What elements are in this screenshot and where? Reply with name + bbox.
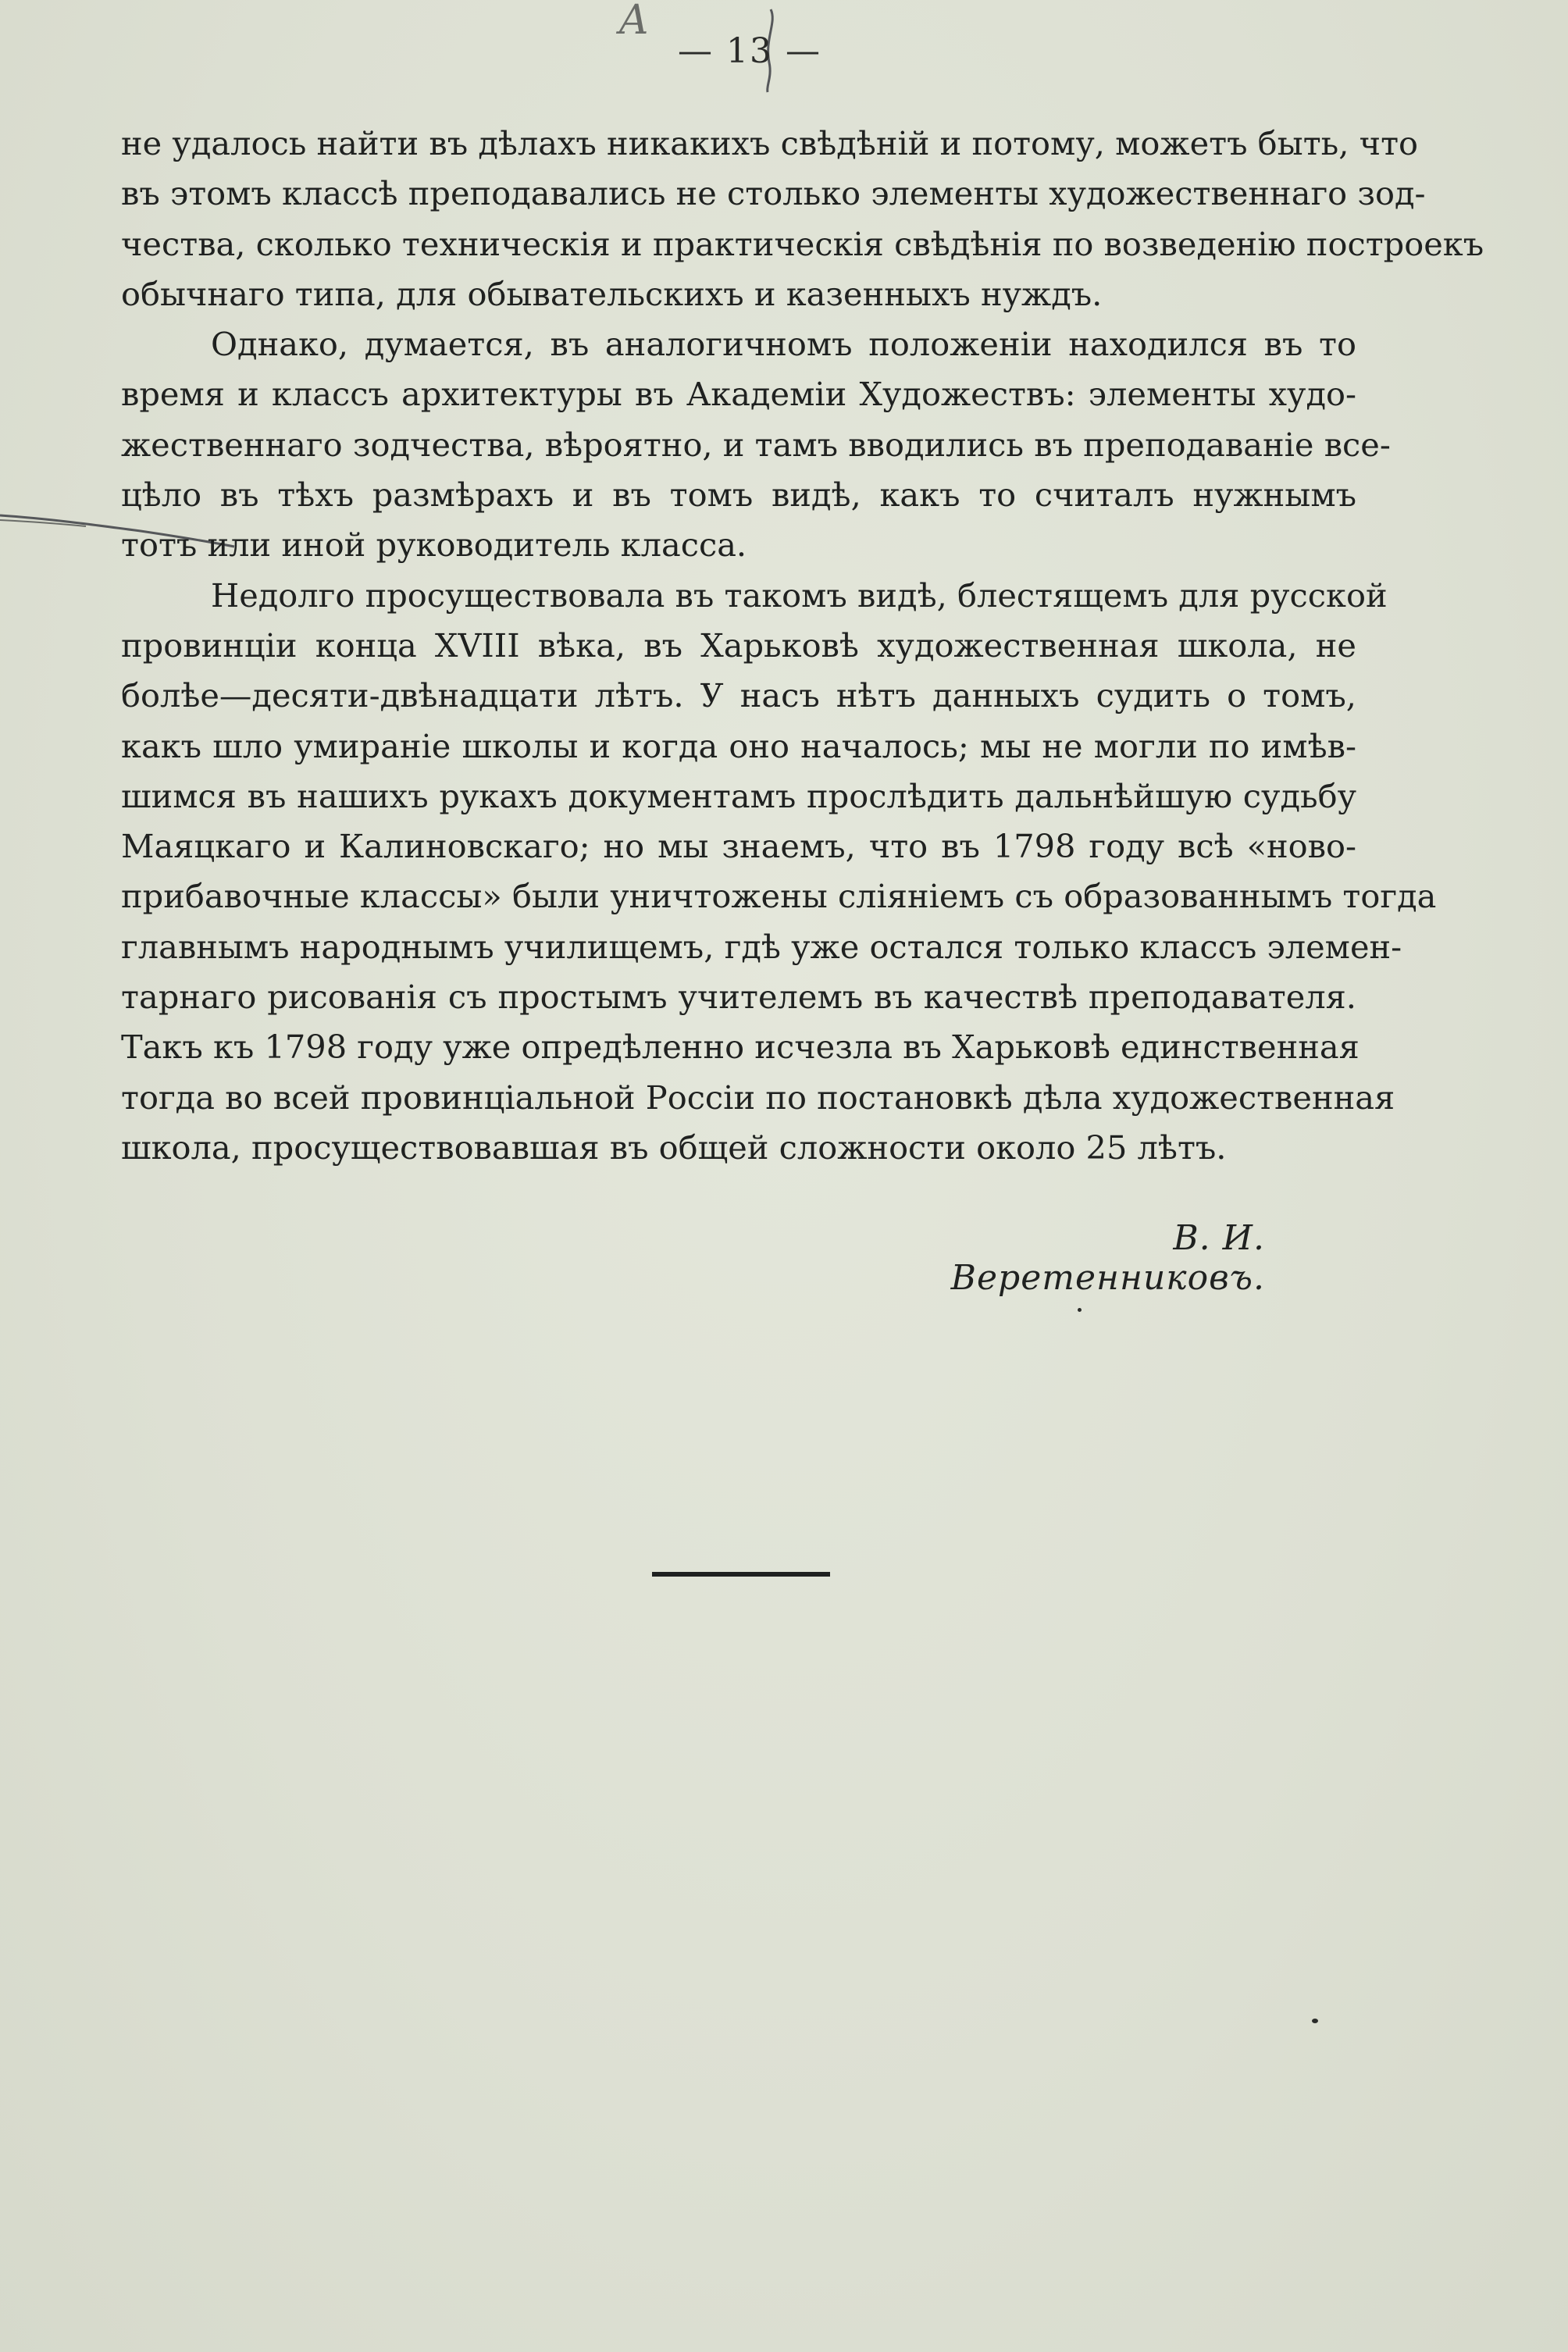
text-line: время и классъ архитектуры въ Академіи Художествъ: элементы худо- xyxy=(121,375,1356,414)
print-speck xyxy=(1312,2019,1318,2023)
text-line: обычнаго типа, для обывательскихъ и казенныхъ нуждъ. xyxy=(121,274,1103,313)
text-line: чества, сколько техническія и практическія свѣдѣнія по возведенію построекъ xyxy=(121,224,1484,263)
end-rule-divider xyxy=(652,1572,830,1577)
text-line: въ этомъ классѣ преподавались не столько элементы художественнаго зод- xyxy=(121,174,1426,213)
text-line: не удалось найти въ дѣлахъ никакихъ свѣдѣній и потому, можетъ быть, что xyxy=(121,124,1419,162)
text-line: Маяцкаго и Калиновскаго; но мы знаемъ, что въ 1798 году всѣ «ново- xyxy=(121,827,1356,866)
print-speck xyxy=(1078,1308,1082,1312)
author-signature: В. И. Веретенниковъ. xyxy=(950,1218,1265,1298)
text-line: какъ шло умираніе школы и когда оно началось; мы не могли по имѣв- xyxy=(121,726,1356,765)
body-text xyxy=(121,119,1484,1173)
text-line: тарнаго рисованія съ простымъ учителемъ въ качествѣ преподавателя. xyxy=(121,978,1356,1017)
pencil-annotation: А xyxy=(618,0,650,44)
page-number: — 13 — xyxy=(678,31,821,71)
text-line: прибавочные классы» были уничтожены сліяніемъ съ образованнымъ тогда xyxy=(121,877,1437,916)
text-line: Такъ къ 1798 году уже опредѣленно исчезла въ Харьковѣ единственная xyxy=(121,1028,1360,1067)
text-line: шимся въ нашихъ рукахъ документамъ прослѣдить дальнѣйшую судьбу xyxy=(121,776,1356,815)
text-line: тогда во всей провинціальной Россіи по постановкѣ дѣла художественная xyxy=(121,1078,1395,1117)
text-line: Однако, думается, въ аналогичномъ положеніи находился въ то xyxy=(211,325,1356,364)
text-line: цѣло въ тѣхъ размѣрахъ и въ томъ видѣ, какъ то считалъ нужнымъ xyxy=(121,476,1356,515)
text-line: провинціи конца XVIII вѣка, въ Харьковѣ художественная школа, не xyxy=(121,625,1356,665)
text-line: Недолго просуществовала въ такомъ видѣ, блестящемъ для русской xyxy=(211,576,1388,615)
text-line: болѣе—десяти-двѣнадцати лѣтъ. У насъ нѣтъ данныхъ судить о томъ, xyxy=(121,676,1356,715)
text-line: школа, просуществовавшая въ общей сложности около 25 лѣтъ. xyxy=(121,1128,1227,1167)
text-line: жественнаго зодчества, вѣроятно, и тамъ вводились въ преподаваніе все- xyxy=(121,425,1391,464)
paragraph-1 xyxy=(121,119,1484,319)
text-line: главнымъ народнымъ училищемъ, гдѣ уже остался только классъ элемен- xyxy=(121,927,1402,966)
paragraph-3 xyxy=(121,571,1437,1174)
paragraph-2 xyxy=(121,319,1391,570)
text-line: тотъ или иной руководитель класса. xyxy=(121,526,747,565)
